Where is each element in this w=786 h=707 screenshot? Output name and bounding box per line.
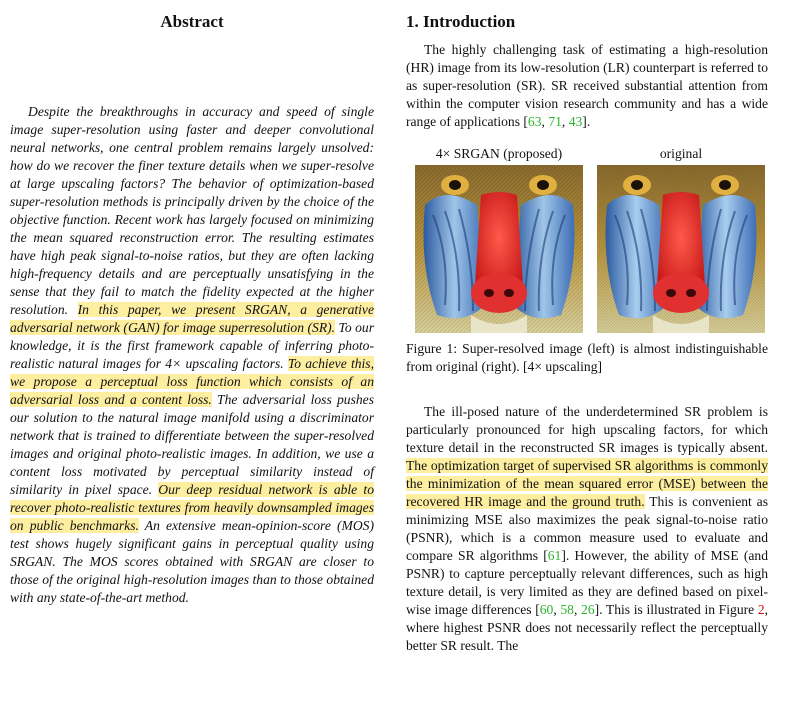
abstract-body (10, 103, 374, 607)
abstract-text: Despite the breakthroughs in accuracy and speed of single image super-resolution using faster and deeper convolutional neural networks, one central problem remains largely unsolved: how do we recover the finer texture details when we super-resolve at large upscaling factors? The behavior of optimization-based super-resolution methods is principally driven by the choice of the objective function. Recent work has largely focused on minimizing the mean squared reconstruction error. The resulting estimates have high peak signal-to-noise ratios, but they are often lacking high-frequency details and are perceptually unsatisfying in the sense that they fail to match the fidelity expected at the higher resolution. (10, 104, 374, 317)
citation-link[interactable]: 63 (527, 114, 542, 129)
citation-link[interactable]: 43 (568, 114, 583, 129)
citation-link[interactable]: 61 (547, 548, 562, 563)
citation-link[interactable]: 26 (581, 602, 595, 617)
paragraph-text: ]. (582, 114, 591, 129)
paragraph-highlight: The optimization target of supervised SR algorithms is commonly the minimization of the mean squared error (MSE) between the recovered HR image and the ground truth. (406, 458, 768, 509)
mandrill-original-image (597, 165, 765, 333)
abstract-highlight: Our deep residual network is able to recover photo-realistic textures from heavily downsampled images on public benchmarks. (10, 482, 375, 533)
figure-label-original: original (659, 146, 703, 161)
introduction-column (406, 12, 768, 655)
paragraph-text: , (541, 114, 549, 129)
abstract-highlight: To achieve this, we propose a perceptual loss function which consists of an adversarial loss and a content loss. (10, 356, 374, 407)
paragraph-text: The ill-posed nature of the underdetermined SR problem is particularly pronounced for high upscaling factors, for which texture detail in the reconstructed SR images is typically absent. (406, 404, 768, 455)
mandrill-srgan-image (415, 165, 583, 333)
paragraph-text: , (561, 114, 569, 129)
figure-label-srgan: 4× SRGAN (proposed) (435, 146, 563, 161)
paragraph-text: ]. However, the ability of MSE (and PSNR) to capture perceptually relevant differences, such as high texture detail, is very limited as they are defined based on pixel-wise image differences [ (406, 548, 769, 617)
paragraph-text: , (553, 602, 561, 617)
figure-1 (406, 145, 768, 395)
abstract-column (10, 12, 374, 621)
figure-panel-original (597, 145, 765, 333)
intro-paragraph-2 (406, 403, 768, 655)
paragraph-text: The highly challenging task of estimating a high-resolution (HR) image from its low-resolution (LR) counterpart is referred to as super-resolution (SR). SR received substantial attention from within the computer vision research community and has a wide range of applications [ (406, 42, 768, 129)
citation-link[interactable]: 60 (539, 602, 554, 617)
paragraph-text: ]. This is illustrated in Figure (594, 602, 758, 617)
abstract-highlight: In this paper, we present SRGAN, a generative adversarial network (GAN) for image superresolution (SR). (10, 302, 374, 335)
introduction-heading: 1. Introduction (406, 12, 516, 31)
figure-reference-link[interactable]: 2 (757, 602, 765, 617)
paragraph-text: , (573, 602, 582, 617)
citation-link[interactable]: 71 (548, 114, 562, 129)
citation-link[interactable]: 58 (560, 602, 574, 617)
intro-paragraph-1 (406, 41, 768, 131)
abstract-heading: Abstract (160, 12, 224, 31)
abstract-text: An extensive mean-opinion-score (MOS) test shows hugely significant gains in perceptual quality using SRGAN. The MOS scores obtained with SRGAN are closer to those of the original high-resolution images than to those obtained with any state-of-the-art method. (10, 518, 374, 605)
paragraph-text: This is convenient as minimizing MSE also maximizes the peak signal-to-noise ratio (PSNR), which is a common measure used to evaluate and compare SR algorithms [ (406, 494, 768, 563)
paragraph-text: , where highest PSNR does not necessarily reflect the perceptually better SR result. The (406, 602, 769, 653)
abstract-text: To our knowledge, it is the first framework capable of inferring photo-realistic natural images for 4× upscaling factors. (10, 320, 374, 371)
figure-1-caption: Figure 1: Super-resolved image (left) is almost indistinguishable from original (right). [4× upscaling] (406, 341, 768, 374)
abstract-text: The adversarial loss pushes our solution to the natural image manifold using a discriminator network that is trained to differentiate between the super-resolved images and original photo-realistic images. In addition, we use a content loss motivated by perceptual similarity instead of similarity in pixel space. (10, 392, 374, 497)
figure-panel-srgan (415, 145, 583, 333)
